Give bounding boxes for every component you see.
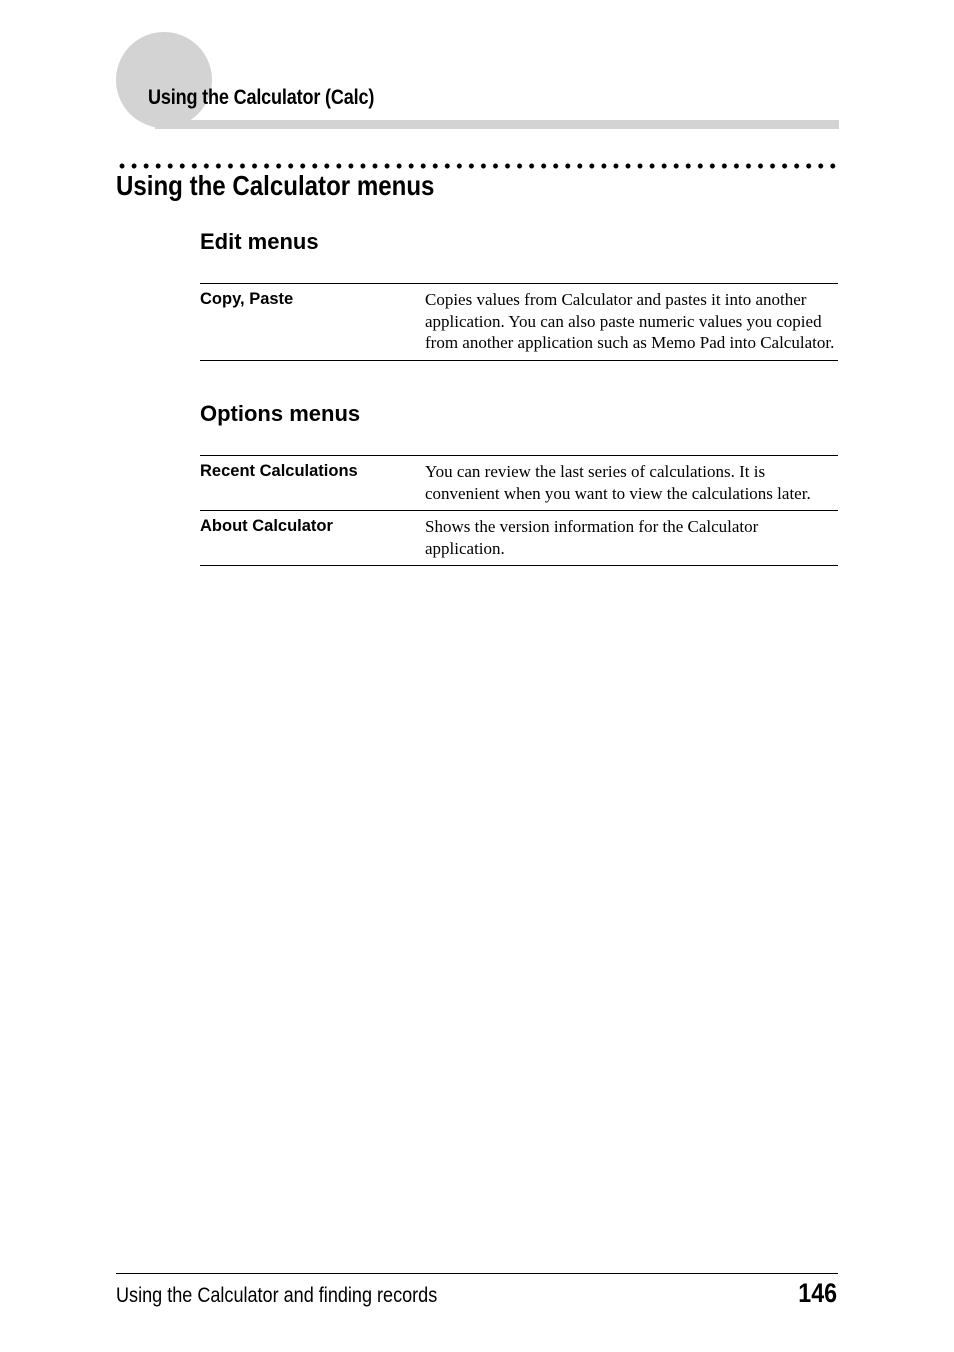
table-row — [200, 511, 838, 566]
options-menus-table — [200, 455, 838, 566]
menu-description: You can review the last series of calculations. It is convenient when you want to view the calculations later. — [425, 462, 811, 503]
menu-description: Copies values from Calculator and pastes it into another application. You can also paste numeric values you copied from another application such as Memo Pad into Calculator. — [425, 290, 835, 352]
edit-menus-heading: Edit menus — [200, 229, 319, 254]
footer-rule — [116, 1273, 838, 1274]
table-row — [200, 456, 838, 511]
dotted-divider — [116, 162, 838, 170]
footer-chapter-title: Using the Calculator and finding records — [116, 1284, 438, 1307]
running-header-title: Using the Calculator (Calc) — [148, 86, 375, 109]
options-menus-heading: Options menus — [200, 401, 361, 426]
table-row — [200, 284, 838, 361]
menu-term: Copy, Paste — [200, 290, 294, 308]
edit-menus-table — [200, 283, 838, 361]
menu-term: Recent Calculations — [200, 462, 358, 480]
header-bar-decoration — [155, 120, 839, 129]
section-title: Using the Calculator menus — [116, 170, 435, 201]
page-number: 146 — [798, 1278, 837, 1308]
header-circle-decoration — [116, 32, 212, 128]
menu-term: About Calculator — [200, 517, 333, 535]
menu-description: Shows the version information for the Calculator application. — [425, 517, 759, 558]
